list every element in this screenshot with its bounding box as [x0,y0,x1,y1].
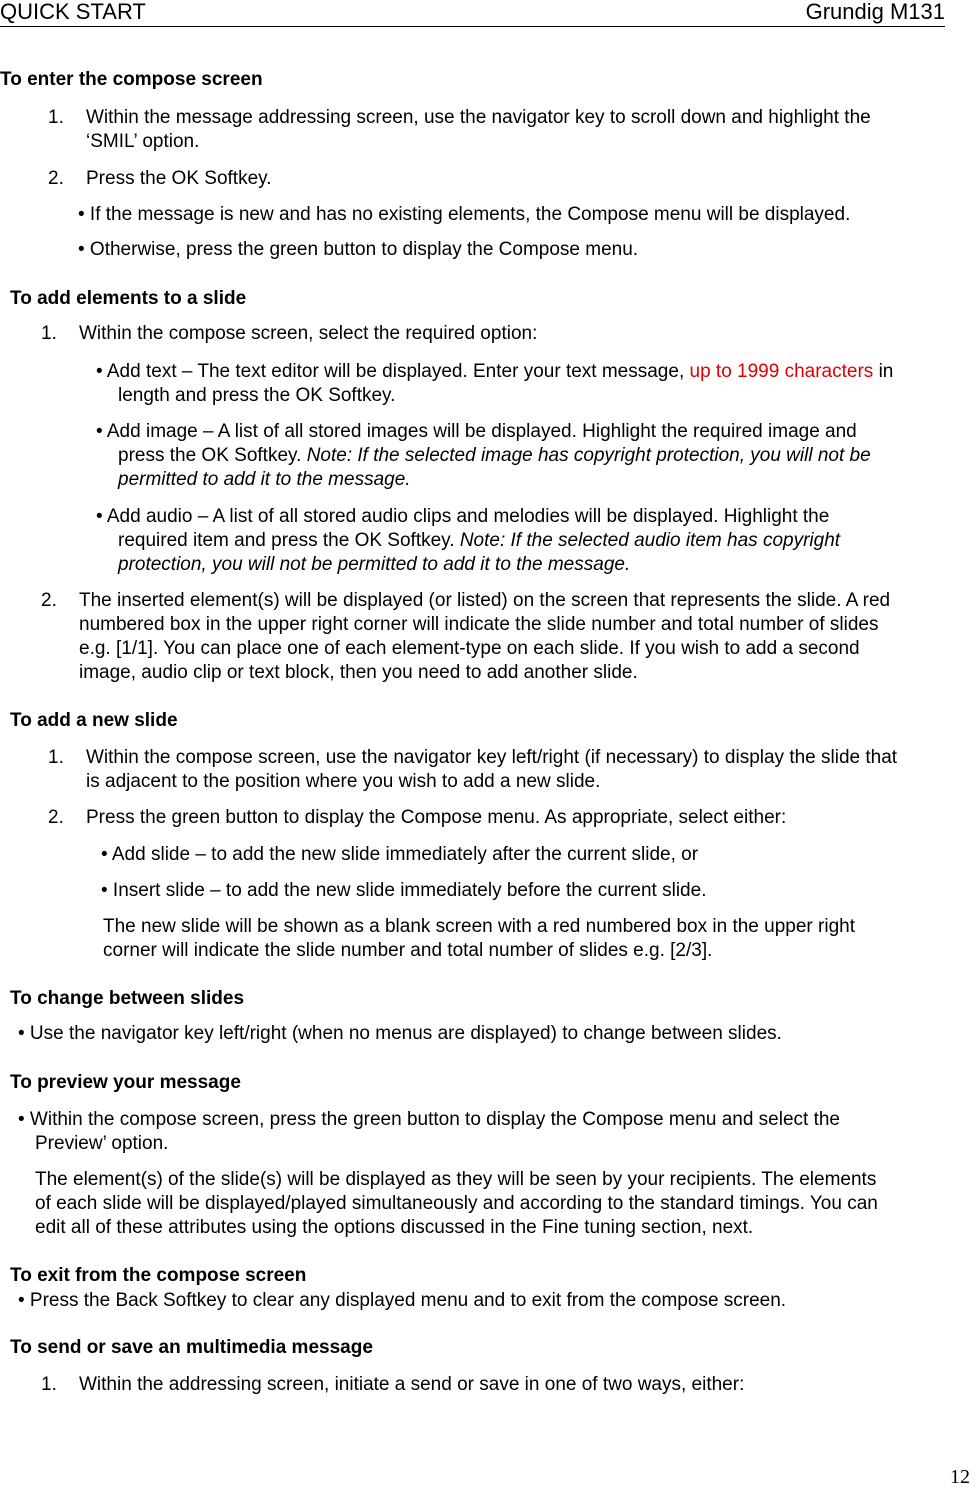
section-heading-add-elements: To add elements to a slide [10,288,247,309]
paragraph: edit all of these attributes using the options discussed in the Fine tuning section, next. [35,1217,754,1238]
bullet-item: • Insert slide – to add the new slide immediately before the current slide. [101,880,707,901]
list-number: 1. [48,107,64,128]
copyright-note: Note: If the selected image has copyright protection, you will not be [306,445,871,466]
section-heading-exit: To exit from the compose screen [10,1265,307,1286]
bullet-item: • Within the compose screen, press the green button to display the Compose menu and select the [18,1109,841,1130]
page-header [0,0,945,27]
list-item-text: image, audio clip or text block, then you need to add another slide. [79,662,638,683]
header-model: Grundig M131 [805,0,945,24]
paragraph: corner will indicate the slide number and total number of slides e.g. [2/3]. [103,940,713,961]
bullet-continuation: length and press the OK Softkey. [118,385,396,406]
paragraph: of each slide will be displayed/played simultaneously and according to the standard timings. You can [35,1193,878,1214]
bullet-item: • Add audio – A list of all stored audio clips and melodies will be displayed. Highlight the [96,506,830,527]
list-number: 1. [41,323,57,344]
list-item-text: is adjacent to the position where you wish to add a new slide. [86,771,601,792]
copyright-note: permitted to add it to the message. [118,469,411,490]
list-number: 2. [48,807,64,828]
list-number: 1. [41,1374,57,1395]
section-heading-send-save: To send or save an multimedia message [10,1337,373,1358]
bullet-item: • Add text – The text editor will be displayed. Enter your text message, up to 1999 characters in [96,361,894,382]
section-heading-enter-compose: To enter the compose screen [0,69,263,90]
header-title: QUICK START [0,0,146,24]
copyright-note: protection, you will not be permitted to add it to the message. [118,554,631,575]
list-number: 2. [48,168,64,189]
bullet-item: • Use the navigator key left/right (when no menus are displayed) to change between slides. [18,1023,782,1044]
copyright-note: Note: If the selected audio item has copyright [459,530,841,551]
section-heading-change-slides: To change between slides [10,988,245,1009]
bullet-item: • Press the Back Softkey to clear any displayed menu and to exit from the compose screen. [18,1290,787,1311]
section-heading-preview: To preview your message [10,1072,241,1093]
list-item-text: Within the compose screen, select the required option: [79,323,538,344]
bullet-item: • Add image – A list of all stored images will be displayed. Highlight the required image and [96,421,857,442]
list-item-text: Within the addressing screen, initiate a send or save in one of two ways, either: [79,1374,745,1395]
section-heading-add-slide: To add a new slide [10,710,178,731]
list-item-text: Press the OK Softkey. [86,168,272,189]
paragraph: The new slide will be shown as a blank screen with a red numbered box in the upper right [103,916,855,937]
list-item-text: Press the green button to display the Compose menu. As appropriate, select either: [86,807,787,828]
bullet-continuation: press the OK Softkey. Note: If the selected image has copyright protection, you will not be [118,445,871,466]
page-number: 12 [950,1466,970,1488]
paragraph: The element(s) of the slide(s) will be displayed as they will be seen by your recipients. The elements [35,1169,877,1190]
list-item-text: The inserted element(s) will be displayed (or listed) on the screen that represents the slide. A red [79,590,891,611]
bullet-item: • Otherwise, press the green button to display the Compose menu. [78,239,639,260]
list-number: 2. [41,590,57,611]
list-item-text: Within the compose screen, use the navigator key left/right (if necessary) to display the slide that [86,747,898,768]
bullet-item: • Add slide – to add the new slide immediately after the current slide, or [101,844,699,865]
list-item-text: ‘SMIL’ option. [86,131,200,152]
character-limit-highlight: up to 1999 characters [689,361,874,382]
bullet-continuation: Preview’ option. [35,1133,169,1154]
bullet-item: • If the message is new and has no existing elements, the Compose menu will be displayed. [78,204,851,225]
list-number: 1. [48,747,64,768]
list-item-text: e.g. [1/1]. You can place one of each element-type on each slide. If you wish to add a second [79,638,860,659]
list-item-text: Within the message addressing screen, use the navigator key to scroll down and highlight the [86,107,871,128]
list-item-text: numbered box in the upper right corner will indicate the slide number and total number of slides [79,614,879,635]
bullet-continuation: required item and press the OK Softkey. Note: If the selected audio item has copyright [118,530,841,551]
